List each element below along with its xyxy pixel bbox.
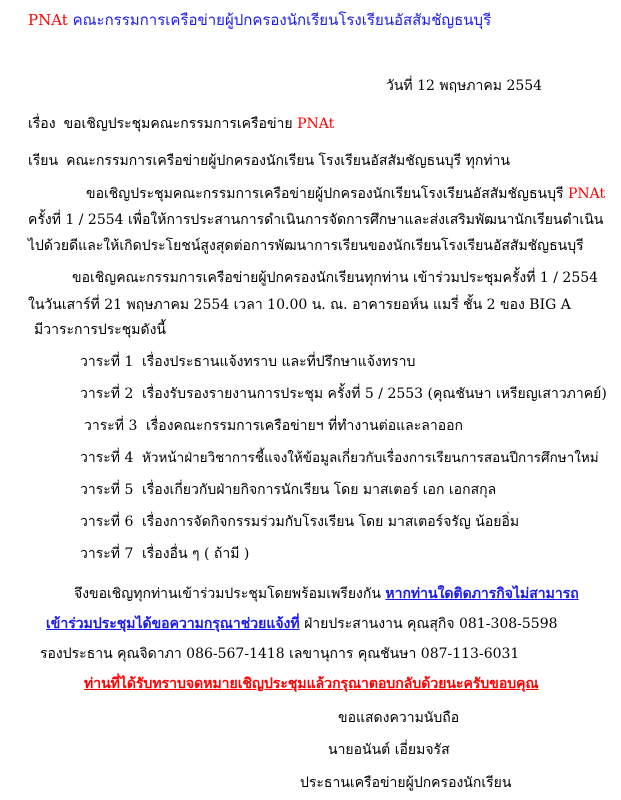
- agenda-text: เรื่องรับรองรายงานการประชุม ครั้งที่ 5 / 2553 (คุณชันษา เหรียญเสาวภาคย์): [142, 386, 607, 402]
- agenda-item: [80, 480, 496, 500]
- agenda-number: วาระที่ 7: [80, 546, 134, 562]
- agenda-item: [80, 448, 599, 468]
- paragraph-2-line-2: ในวันเสาร์ที่ 21 พฤษภาคม 2554 เวลา 10.00 น. ณ. อาคารยอห์น แมรี่ ชั้น 2 ของ BIG A: [28, 297, 571, 313]
- agenda-text: เรื่องคณะกรรมการเครือข่ายฯ ที่ทำงานต่อและลาออก: [146, 418, 463, 434]
- agenda-item: [80, 512, 519, 532]
- closing-line-2: [46, 614, 558, 634]
- org-name: คณะกรรมการเครือข่ายผู้ปกครองนักเรียนโรงเรียนอัสสัมชัญธนบุรี: [67, 11, 492, 29]
- agenda-text: เรื่องอื่น ๆ ( ถ้ามี ): [142, 546, 250, 562]
- signature-regards: ขอแสดงความนับถือ: [338, 710, 460, 726]
- signature-position: ประธานเครือข่ายผู้ปกครองนักเรียน: [300, 775, 512, 791]
- subject-text: ขอเชิญประชุมคณะกรรมการเครือข่าย: [63, 116, 298, 132]
- reply-notice: ท่านที่ได้รับทราบจดหมายเชิญประชุมแล้วกรุณาตอบกลับด้วยนะครับขอบคุณ: [84, 676, 539, 692]
- subject-label: เรื่อง: [28, 116, 56, 132]
- subject-line: [28, 114, 334, 134]
- closing-text: จึงขอเชิญทุกท่านเข้าร่วมประชุมโดยพร้อมเพรียงกัน: [74, 586, 386, 602]
- agenda-text: เรื่องการจัดกิจกรรมร่วมกับโรงเรียน โดย มาสเตอร์จรัญ น้อยอิ่ม: [142, 514, 520, 530]
- agenda-number: วาระที่ 1: [80, 354, 134, 370]
- agenda-item: [80, 352, 415, 372]
- letter-date: วันที่ 12 พฤษภาคม 2554: [386, 78, 543, 94]
- agenda-number: วาระที่ 3: [84, 418, 138, 434]
- agenda-text: หัวหน้าฝ่ายวิชาการชี้แจงให้ข้อมูลเกี่ยวกับเรื่องการเรียนการสอนปีการศึกษาใหม่: [142, 450, 599, 466]
- org-prefix: PNAt: [28, 11, 68, 29]
- contact-link-part-1[interactable]: หากท่านใดติดภารกิจไม่สามารถ: [385, 586, 579, 602]
- recipient-text: คณะกรรมการเครือข่ายผู้ปกครองนักเรียน โรงเรียนอัสสัมชัญธนบุรี ทุกท่าน: [66, 153, 510, 169]
- signature-name: นายอนันต์ เอี่ยมจรัส: [328, 742, 450, 758]
- closing-line-3: รองประธาน คุณจิดาภา 086-567-1418 เลขานุการ คุณชันษา 087-113-6031: [40, 646, 520, 662]
- recipient-label: เรียน: [28, 153, 59, 169]
- agenda-number: วาระที่ 4: [80, 450, 134, 466]
- paragraph-1-line-3: ไปด้วยดีและให้เกิดประโยชน์สูงสุดต่อการพัฒนาการเรียนของนักเรียนโรงเรียนอัสสัมชัญธนบุรี: [28, 238, 584, 254]
- subject-accent: PNAt: [297, 116, 335, 132]
- closing-line-1: [74, 584, 579, 604]
- paragraph-1-text: ขอเชิญประชุมคณะกรรมการเครือข่ายผู้ปกครองนักเรียนโรงเรียนอัสสัมชัญธนบุรี: [86, 186, 568, 202]
- agenda-text: เรื่องประธานแจ้งทราบ และที่ปรึกษาแจ้งทราบ: [142, 354, 416, 370]
- paragraph-2-line-1: ขอเชิญคณะกรรมการเครือข่ายผู้ปกครองนักเรียนทุกท่าน เข้าร่วมประชุมครั้งที่ 1 / 2554: [72, 270, 599, 286]
- coordinator-contact: ฝ่ายประสานงาน คุณสุกิจ 081-308-5598: [299, 616, 558, 632]
- paragraph-1-accent: PNAt: [567, 186, 606, 202]
- agenda-item: [80, 544, 249, 564]
- paragraph-1-line-1: [86, 184, 605, 204]
- paragraph-2-line-3: มีวาระการประชุมดังนี้: [34, 322, 167, 338]
- agenda-item: [84, 416, 463, 436]
- paragraph-1-line-2: ครั้งที่ 1 / 2554 เพื่อให้การประสานการดำเนินการจัดการศึกษาและส่งเสริมพัฒนานักเรียนดำเนิน: [28, 212, 604, 228]
- agenda-number: วาระที่ 5: [80, 482, 134, 498]
- agenda-number: วาระที่ 2: [80, 386, 134, 402]
- agenda-number: วาระที่ 6: [80, 514, 134, 530]
- contact-link-part-2[interactable]: เข้าร่วมประชุมได้ขอความกรุณาช่วยแจ้งที่: [46, 616, 300, 632]
- agenda-text: เรื่องเกี่ยวกับฝ่ายกิจการนักเรียน โดย มาสเตอร์ เอก เอกสกุล: [142, 482, 497, 498]
- recipient-line: [28, 151, 510, 171]
- letterhead: [28, 10, 491, 30]
- agenda-item: [80, 384, 607, 404]
